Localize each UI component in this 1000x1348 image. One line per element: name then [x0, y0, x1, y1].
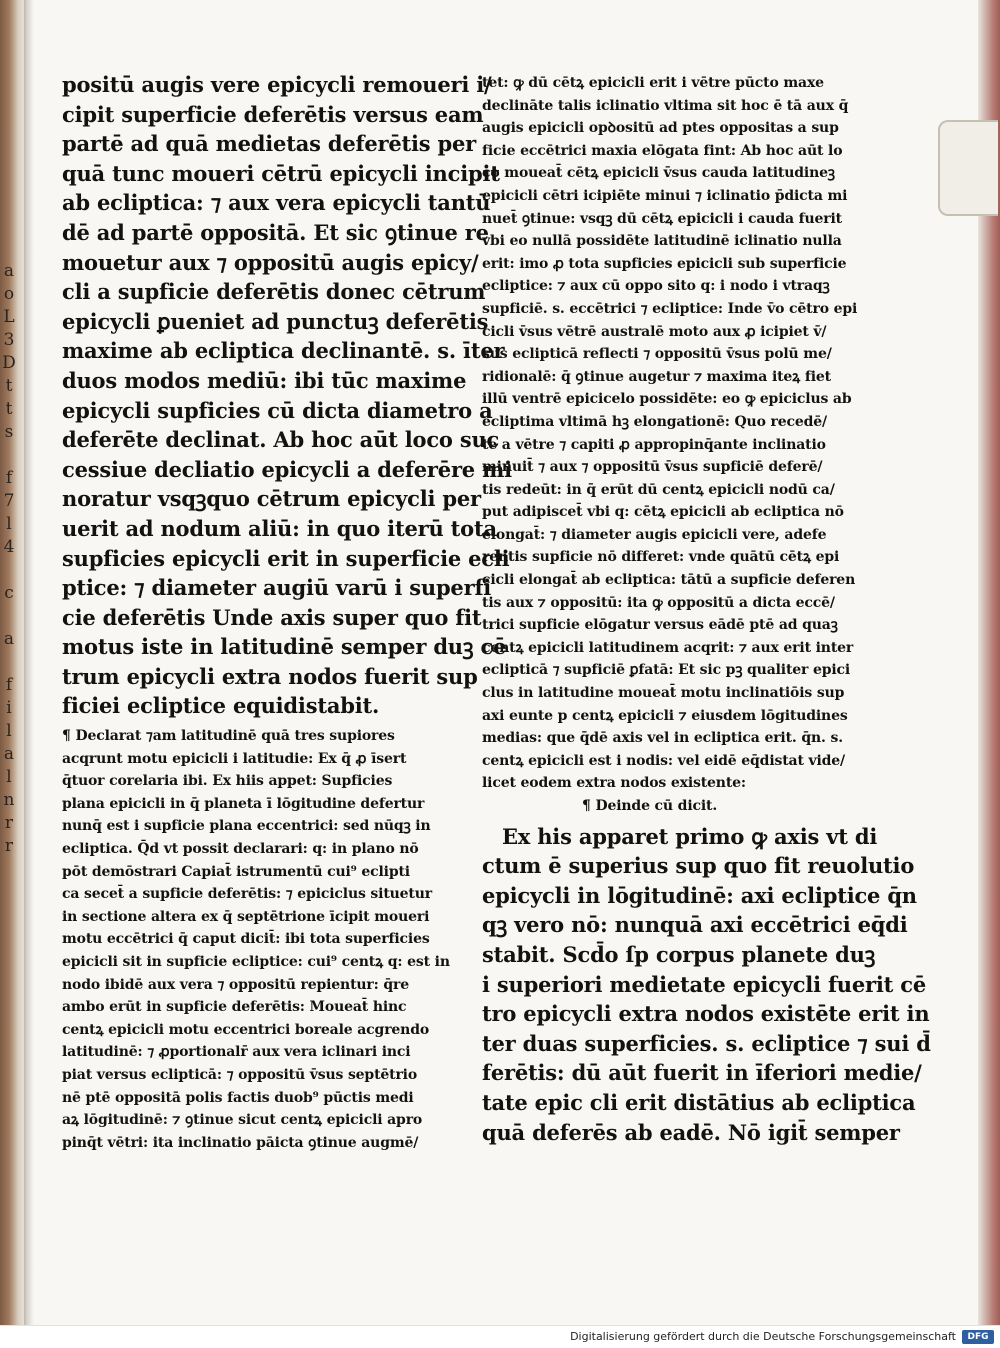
text-line: ecliptima vltimā hꝫ elongationē: Quo recedē/ [482, 413, 827, 430]
text-line: tis aux ⁊ oppositū: ita ꝙ oppositū a dicta eccē/ [482, 594, 835, 611]
text-line: medias: que q̄dē axis vel in ecliptica erit. q̄n. s. [482, 730, 843, 747]
text-line: trum epicycli extra nodos fuerit sup [62, 663, 478, 689]
text-line: positū augis vere epicycli remoueri i/ [62, 72, 492, 97]
text-line: acqrunt motu epicicli i latitudie: Ex q̄ ꝓ īsert [62, 750, 407, 767]
text-line: uerit ad nodum aliū: in quo iterū tota [62, 515, 497, 541]
dfg-logo: DFG [962, 1330, 994, 1344]
text-line: pōt demōstrari Capiat̄ istrumentū cui⁹ eclipti [62, 863, 410, 880]
text-line: epicicli cētri icipiēte minui ⁊ iclinatio p̄dicta mi [482, 187, 848, 204]
text-line: supficies epicycli erit in superficie ecli [62, 545, 510, 571]
previous-page-edge [0, 0, 26, 1325]
text-line: i superiori medietate epicycli fuerit cē [482, 971, 927, 997]
text-line: put adipiscet̄ vbi q: cētꝝ epicicli ab ecliptica nō [482, 504, 844, 521]
text-line: nuet̄ ꝯtinue: vsqꝫ dū cētꝝ epicicli i cauda fuerit [482, 210, 842, 227]
text-line: centꝝ epicicli est i nodis: vel eidē eq̄distat vide/ [482, 752, 846, 769]
text-line: cicli elongat̄ ab ecliptica: tātū a supficie deferen [482, 572, 856, 589]
text-line: motus iste in latitudinē semper duꝫ cē [62, 634, 507, 660]
text-line: duos modos mediū: ibi tūc maxime [62, 367, 467, 393]
text-line: cli a supficie deferētis donec cētrum [62, 279, 486, 305]
text-line: epicycli supficies cū dicta diametro a [62, 397, 493, 423]
text-line: partē ad quā medietas deferētis per [62, 131, 477, 157]
text-line: trici supficie elōgatur versus eādē ptē ad quaꝫ [482, 617, 838, 634]
text-line: ficiei ecliptice equidistabit. [62, 693, 380, 719]
text-line: ca secet̄ a supficie deferētis: ⁊ epiciclus situetur [62, 886, 433, 903]
text-line: ridionalē: q̄ ꝯtinue augetur ⁊ maxima iteꝝ fiet [482, 368, 831, 385]
text-line: rentis supficie nō differet: vnde quātū cētꝝ epi [482, 549, 840, 566]
text-line: deferēte declinat. Ab hoc aūt loco suc [62, 427, 500, 453]
text-line: augis epicicli opꝺositū ad ptes oppositas a sup [482, 120, 839, 137]
text-line: tate epic cli erit distātius ab ecliptica [482, 1089, 916, 1115]
text-line: supficiē. s. eccētrici ⁊ ecliptice: Inde v̄o cētro epi [482, 300, 858, 317]
gutter-shadow [24, 0, 34, 1325]
text-line: noratur vsqꝫquo cētrum epicycli per [62, 486, 481, 512]
text-line: cessiue decliatio epicycli a deferēre mi [62, 456, 512, 482]
text-line: tro epicycli extra nodos existēte erit in [482, 1001, 930, 1027]
text-line: cicli v̄sus vētrē australē moto aux ꝓ icipiet v̄/ [482, 323, 827, 340]
text-line: ficie eccētrici maxia elōgata fint: Ab hoc aūt lo [482, 142, 843, 159]
text-line: ctum ē superius sup quo fit reuolutio [482, 853, 915, 879]
text-line: tet: ꝙ dū cētꝝ epicicli erit i vētre pūcto maxe [482, 75, 824, 91]
text-line: nodo ibidē aux vera ⁊ oppositū repientur: q̄re [62, 976, 410, 993]
page-tab-mark [938, 120, 998, 216]
text-line: tis redeūt: in q̄ erūt dū centꝝ epicicli nodū ca/ [482, 481, 835, 498]
text-line: aꝝ lōgitudinē: ⁊ ꝯtinue sicut centꝝ epicicli apro [62, 1112, 423, 1129]
text-line: motu eccētrici q̄ caput dicit̄: ibi tota superficies [62, 931, 430, 948]
previous-page-text: a o L 3 D t t s f 7 l 4 c a f i l a l n r r [2, 261, 16, 856]
right-column-commentary [482, 822, 931, 1148]
text-line: nunq̄ est i supficie plana eccentrici: sed nūqꝫ in [62, 818, 431, 835]
text-line: epicycli ꝑueniet ad punctuꝫ deferētis [62, 308, 489, 334]
text-line: nē ptē oppositā polis factis duob⁹ pūctis medi [62, 1089, 414, 1106]
text-line: cipit superficie deferētis versus eam [62, 101, 484, 127]
text-line: illū ventrē epicicelo possidēte: eo ꝙ epiciclus ab [482, 391, 852, 408]
text-line: q̄tuor corelaria ibi. Ex hiis appet: Supficies [62, 773, 393, 790]
text-line: co moueat̄ cētꝝ epicicli v̄sus cauda latitudineꝫ [482, 165, 835, 182]
text-line: ecliptica. Q̄d vt possit declarari: q: in plano nō [62, 841, 419, 858]
text-line: ecliptice: ⁊ aux cū oppo sito q: i nodo i vtraqꝫ [482, 278, 830, 295]
text-line: dē ad partē oppositā. Et sic ꝯtinue re [62, 219, 489, 245]
text-line: epicycli in lōgitudinē: axi ecliptice q̄n [482, 882, 917, 908]
text-line: clus in latitudine moueat̄ motu inclinatiōis sup [482, 685, 845, 702]
section-heading: ¶ Deinde cū dicit. [582, 798, 718, 814]
text-line: ¶ Declarat ⁊am latitudinē quā tres supiores [62, 728, 395, 745]
text-line: latitudinē: ⁊ ꝓportionalr̄ aux vera iclinari inci [62, 1044, 411, 1061]
text-line: stabit. Scd̄o ſp corpus planete duꝫ [482, 941, 876, 967]
text-line: Ex his apparet primo ꝙ axis vt di [502, 823, 878, 849]
right-column [482, 72, 931, 1147]
text-line: epicicli sit in supficie ecliptice: cui⁹ centꝝ q: est in [62, 954, 450, 970]
text-line: qꝫ vero nō: nunquā axi eccētrici eq̄di [482, 912, 908, 938]
left-column-gloss [62, 725, 467, 1154]
text-line: sus eclipticā reflecti ⁊ oppositū v̄sus polū me/ [482, 346, 832, 363]
right-column-gloss [482, 72, 882, 818]
text-line: centꝝ epicicli motu eccentrici boreale acgrendo [62, 1021, 430, 1038]
text-line: te a vētre ⁊ capiti ꝓ appropinq̄ante inclinatio [482, 436, 826, 453]
text-line: plana epicicli in q̄ planeta ī lōgitudine defertur [62, 795, 425, 812]
text-line: piat versus eclipticā: ⁊ oppositū v̄sus septētrio [62, 1066, 418, 1083]
text-line: cie deferētis Unde axis super quo fit [62, 604, 482, 630]
text-line: centꝝ epicicli latitudinem acqrit: ⁊ aux erit inter [482, 639, 854, 656]
text-line: axi eunte p centꝝ epicicli ⁊ eiusdem lōgitudines [482, 707, 848, 724]
text-line: in sectione altera ex q̄ septētrione īcipit moueri [62, 908, 430, 925]
text-line: pinq̄t vētri: ita inclinatio pāicta ꝯtinue augmē/ [62, 1134, 419, 1151]
text-line: vbi eo nullā possidēte latitudinē iclinatio nulla [482, 233, 842, 250]
text-line: erit: imo ꝓ tota supficies epicicli sub superficie [482, 255, 847, 272]
text-line: elongat̄: ⁊ diameter augis epicicli vere, adefe [482, 526, 827, 543]
footer-bar [0, 1325, 1000, 1348]
text-line: ptice: ⁊ diameter augiū varū i superfi [62, 575, 492, 601]
left-column [62, 70, 512, 1154]
text-line: quā deferēs ab eadē. Nō igit̄ semper [482, 1119, 900, 1145]
text-line: minuit̄ ⁊ aux ⁊ oppositū v̄sus supficiē deferē/ [482, 459, 823, 476]
text-line: licet eodem extra nodos existente: [482, 775, 746, 792]
text-line: ter duas superficies. s. ecliptice ⁊ sui d̄ [482, 1030, 931, 1056]
text-line: ab ecliptica: ⁊ aux vera epicycli tantū [62, 190, 491, 216]
text-line: mouetur aux ⁊ oppositū augis epicy/ [62, 249, 479, 275]
text-line: ambo erūt in supficie deferētis: Moueat̄ hinc [62, 999, 407, 1016]
text-line: maxime ab ecliptica declinantē. s. īter [62, 338, 505, 364]
text-line: ferētis: dū aūt fuerit in īferiori medie/ [482, 1060, 922, 1086]
funding-notice: Digitalisierung gefördert durch die Deutsche Forschungsgemeinschaft [570, 1330, 956, 1343]
text-line: quā tunc moueri cētrū epicycli incipit [62, 160, 500, 186]
left-column-commentary [62, 70, 512, 721]
text-line: eclipticā ⁊ supficiē ꝑfatā: Et sic pꝫ qualiter epici [482, 662, 851, 679]
text-line: declināte talis iclinatio vltima sit hoc ē tā aux q̄ [482, 97, 849, 114]
